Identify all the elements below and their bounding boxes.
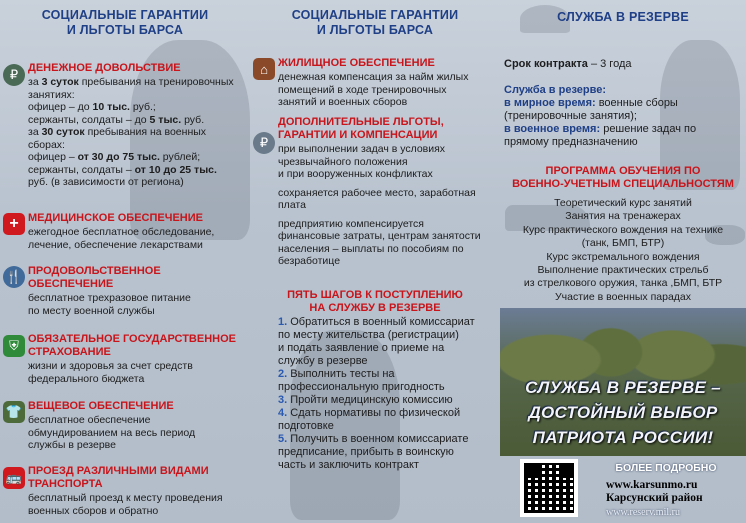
column-benefits-1 (0, 0, 250, 523)
uniform-icon: 👕 (3, 401, 25, 423)
cutlery-icon: 🍴 (3, 266, 25, 288)
transport-text: бесплатный проезд к месту проведения военных сборов и обратно (28, 492, 223, 517)
step-2: 2. Выполнить тесты на (278, 368, 395, 380)
step-3: 3. Пройти медицинскую комиссию (278, 394, 453, 406)
steps-title: ПЯТЬ ШАГОВ К ПОСТУПЛЕНИЮ НА СЛУЖБУ В РЕЗЕРВЕ (287, 289, 463, 314)
program-item: Теоретический курс занятий (554, 197, 692, 209)
extra-title: ДОПОЛНИТЕЛЬНЫЕ ЛЬГОТЫ, ГАРАНТИИ И КОМПЕНСАЦИИ (278, 116, 444, 141)
insurance-title: ОБЯЗАТЕЛЬНОЕ ГОСУДАРСТВЕННОЕ СТРАХОВАНИЕ (28, 333, 236, 358)
reserve-service: Служба в резерве: в мирное время: военные сборы (тренировочные занятия); в военное время: решение задач по прямому предназначению (504, 84, 697, 148)
program-item: Курс экстремального вождения (546, 250, 700, 263)
soldiers-photo (500, 308, 746, 456)
insurance-text: жизни и здоровья за счет средств федерального бюджета (28, 360, 193, 385)
program-item: Участие в военных парадах (554, 290, 692, 303)
program-item: (танк, БМП, БТР) (581, 237, 665, 250)
banner-line-3: ПАТРИОТА РОССИИ! (532, 428, 714, 447)
clothing-title: ВЕЩЕВОЕ ОБЕСПЕЧЕНИЕ (28, 400, 174, 412)
program-item: Курс практического вождения на технике (522, 223, 724, 236)
clothing-text: бесплатное обеспечение обмундированием на весь период службы в резерве (28, 414, 196, 451)
step-4: 4. Сдать нормативы по физической (278, 407, 461, 419)
site-link-reserve[interactable]: www.reserv.mil.ru (606, 507, 680, 518)
transport-title: ПРОЕЗД РАЗЛИЧНЫМИ ВИДАМИ ТРАНСПОРТА (28, 465, 209, 490)
housing-text: денежная компенсация за найм жилых помещений в ходе тренировочных занятий и военных сборов (278, 71, 469, 108)
food-text: бесплатное трехразовое питание по месту военной службы (28, 292, 191, 317)
banner-line-2: ДОСТОЙНЫЙ ВЫБОР (528, 403, 718, 422)
extra-text: при выполнении задач в условиях чрезвычайного положения и при вооруженных конфликтах сохраняется рабочее место, заработная плата предприятию компенсируется финансовые затраты, центрам занятости населения – выплаты по пособиям по безработице (278, 143, 481, 267)
more-info-label: БОЛЕЕ ПОДРОБНО (615, 462, 717, 474)
bus-icon: 🚌 (3, 467, 25, 489)
region-label: Карсунский район (606, 492, 703, 504)
qr-code[interactable] (520, 459, 578, 517)
money-text: за 3 суток пребывания на тренировочных занятиях: офицер – до 10 тыс. руб.; сержанты, солдаты – до 5 тыс. руб. за 30 суток пребывания на военных сборах: офицер – от 30 до 75 тыс. рублей; сержанты, солдаты – от 10 до 25 тыс. руб. (в зависимости от региона) (28, 76, 234, 188)
step-5: 5. Получить в военном комиссариате (278, 433, 469, 445)
banner-line-1: СЛУЖБА В РЕЗЕРВЕ – (525, 378, 721, 397)
money-title: ДЕНЕЖНОЕ ДОВОЛЬСТВИЕ (28, 62, 181, 74)
medical-text: ежегодное бесплатное обследование, лечение, обеспечение лекарствами (28, 226, 215, 251)
site-link-karsun[interactable]: www.karsunmo.ru (606, 479, 698, 491)
ruble-coin-icon: ₽ (3, 64, 25, 86)
program-list (500, 197, 746, 304)
program-title: ПРОГРАММА ОБУЧЕНИЯ ПО ВОЕННО-УЧЕТНЫМ СПЕЦИАЛЬНОСТЯМ (512, 165, 734, 190)
program-item: Выполнение практических стрельб (537, 264, 709, 277)
medical-cross-icon: + (3, 213, 25, 235)
program-item: Занятия на тренажерах (565, 210, 681, 223)
col1-title: СОЦИАЛЬНЫЕ ГАРАНТИИ И ЛЬГОТЫ БАРСА (41, 8, 209, 37)
housing-title: ЖИЛИЩНОЕ ОБЕСПЕЧЕНИЕ (278, 57, 435, 69)
col2-title: СОЦИАЛЬНЫЕ ГАРАНТИИ И ЛЬГОТЫ БАРСА (291, 8, 459, 37)
shield-icon: ⛨ (3, 335, 25, 357)
contract-term: Срок контракта – 3 года (504, 58, 632, 70)
step-1: 1. Обратиться в военный комиссариат (278, 316, 475, 328)
column-benefits-2 (250, 0, 500, 523)
col3-title: СЛУЖБА В РЕЗЕРВЕ (557, 10, 689, 24)
steps-list: 1. Обратиться в военный комиссариат по месту жительства (регистрации) и подать заявление о приеме на службу в резерве 2. Выполнить тесты на профессиональную пригодность 3. Пройти медицинскую комиссию 4. Сдать нормативы по физической подготовке 5. Получить в военном комиссариате предписание, прибыть в воинскую часть и заключить контракт (278, 316, 500, 472)
medical-title: МЕДИЦИНСКОЕ ОБЕСПЕЧЕНИЕ (28, 212, 203, 224)
program-item: из стрелкового оружия, танка ,БМП, БТР (523, 277, 723, 290)
handshake-coin-icon: ₽ (253, 132, 275, 154)
food-title: ПРОДОВОЛЬСТВЕННОЕ ОБЕСПЕЧЕНИЕ (28, 265, 161, 290)
house-icon: ⌂ (253, 58, 275, 80)
